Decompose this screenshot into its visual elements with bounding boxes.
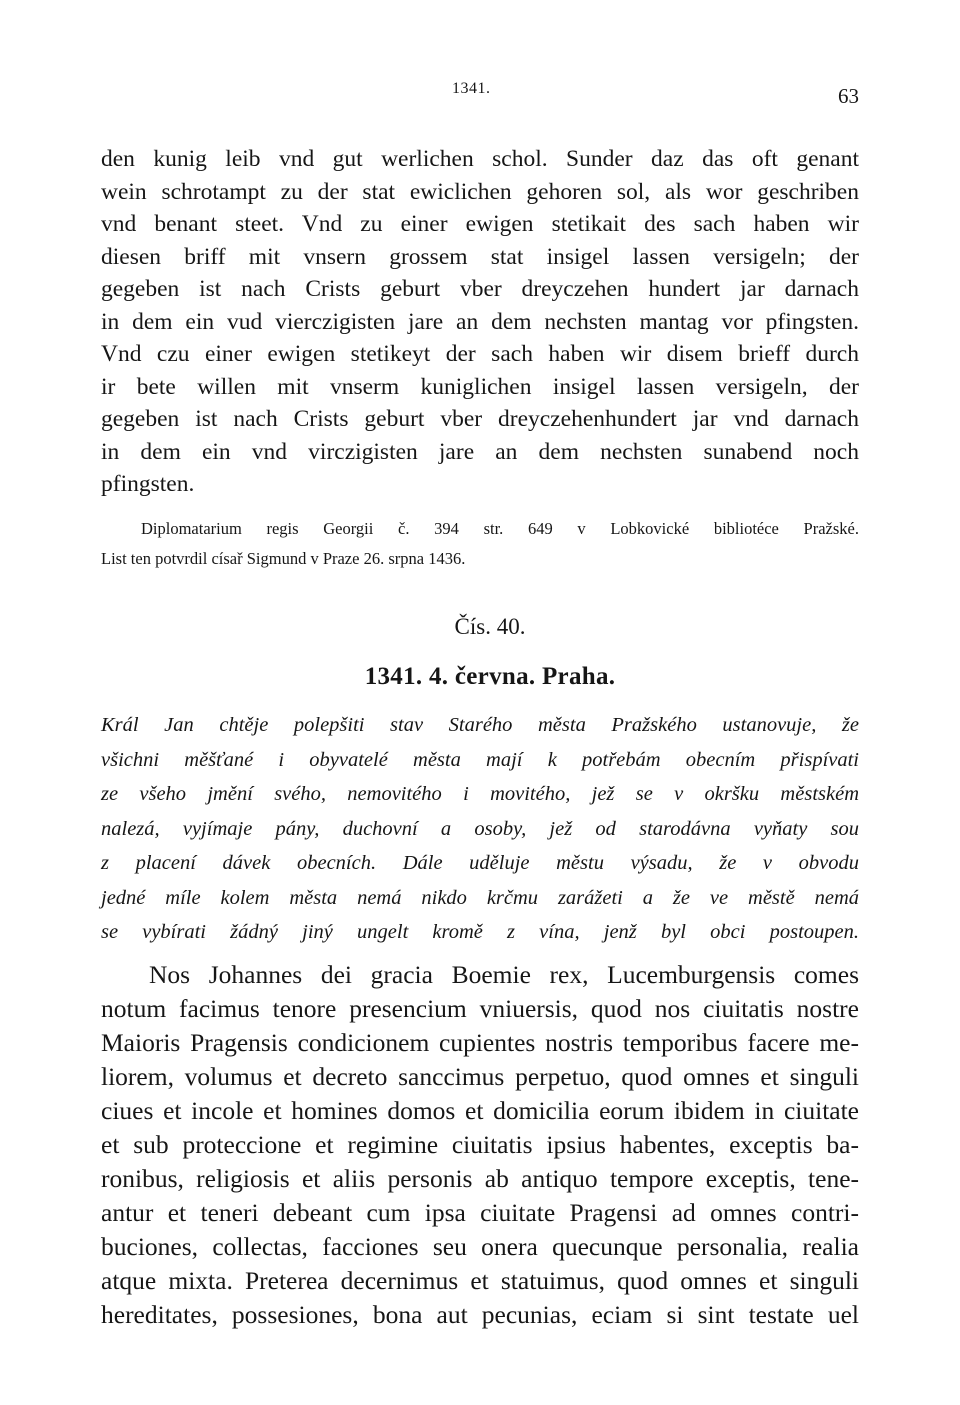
- text-line: atque mixta. Preterea decernimus et statuimus, quod omnes et singuli: [101, 1266, 859, 1295]
- text-line: den kunig leib vnd gut werlichen schol. Sunder daz das oft genant: [101, 146, 859, 172]
- text-line: antur et teneri debeant cum ipsa ciuitate Pragensi ad omnes contri-: [101, 1198, 859, 1227]
- text-line: ir bete willen mit vnserm kuniglichen insigel lassen versigeln, der: [101, 373, 859, 400]
- text-line: pfingsten.: [101, 471, 195, 497]
- text-line: gegeben ist nach Crists geburt vber dreyczehen hundert jar darnach: [101, 276, 859, 302]
- document-date-heading: 1341. 4. června. Praha.: [364, 663, 616, 690]
- source-note-line: Diplomatarium regis Georgii č. 394 str. 649 v Lobkovické bibliotéce Pražské.: [141, 519, 859, 538]
- text-line: ronibus, religiosis et aliis personis ab antiquo tempore exceptis, tene-: [101, 1164, 859, 1193]
- summary-line: se vybírati žádný jiný ungelt kromě z vína, jenž byl obci postoupen.: [101, 921, 859, 943]
- text-line: gegeben ist nach Crists geburt vber dreyczehenhundert jar vnd darnach: [101, 406, 859, 432]
- german-charter-text: [101, 143, 859, 501]
- text-line: liorem, volumus et decreto sanccimus perpetuo, quod omnes et singuli: [101, 1062, 859, 1091]
- text-line: Nos Johannes dei gracia Boemie rex, Lucemburgensis comes: [149, 960, 859, 989]
- text-line: buciones, collectas, facciones seu onera quecunque personalia, realia: [101, 1232, 859, 1261]
- summary-line: ze všeho jmění svého, nemovitého i movitého, jež se v okršku městském: [101, 783, 859, 805]
- summary-line: jedné míle kolem města nemá nikdo krčmu zarážeti a že ve městě nemá: [101, 886, 859, 909]
- text-line: et sub proteccione et regimine ciuitatis ipsius habentes, exceptis ba-: [101, 1130, 859, 1159]
- summary-line: z placení dávek obecních. Dále uděluje městu výsadu, že v obvodu: [101, 852, 859, 874]
- running-head-year: 1341.: [452, 80, 491, 97]
- book-page: [101, 0, 859, 1405]
- text-line: hereditates, possesiones, bona aut pecunias, eciam si sint testate uel: [101, 1300, 859, 1329]
- summary-line: nalezá, vyjímaje pány, duchovní a osoby, jež od starodávna vyňaty sou: [101, 817, 859, 840]
- summary-line: všichni měšťané i obyvatelé města mají k potřebám obecním přispívati: [101, 748, 859, 771]
- running-head: [101, 80, 859, 110]
- document-number: Čís. 40.: [454, 614, 526, 639]
- text-line: in dem ein vnd virczigisten jare an dem nechsten sunabend noch: [101, 438, 859, 465]
- latin-charter-text: [101, 958, 859, 1332]
- text-line: wein schrotampt zu der stat ewiclichen gehoren sol, als wor geschriben: [101, 178, 859, 205]
- czech-summary: [101, 708, 859, 950]
- text-line: vnd benant steet. Vnd zu einer ewigen stetikait des sach haben wir: [101, 211, 859, 237]
- source-note: [101, 514, 859, 574]
- source-note-line: List ten potvrdil císař Sigmund v Praze 26. srpna 1436.: [101, 549, 466, 568]
- text-line: in dem ein vud vierczigisten jare an dem nechsten mantag vor pfingsten.: [101, 308, 859, 335]
- text-line: notum facimus tenore presencium vniuersis, quod nos ciuitatis nostre: [101, 994, 859, 1023]
- text-line: ciues et incole et homines domos et domicilia eorum ibidem in ciuitate: [101, 1096, 859, 1125]
- text-line: diesen briff mit vnsern grossem stat insigel lassen versigeln; der: [101, 243, 859, 270]
- page-number: 63: [838, 84, 859, 108]
- text-line: Maioris Pragensis condicionem cupientes nostris temporibus facere me-: [101, 1028, 859, 1057]
- text-line: Vnd czu einer ewigen stetikeyt der sach haben wir disem brieff durch: [101, 341, 859, 367]
- summary-line: Král Jan chtěje polepšiti stav Starého města Pražského ustanovuje, že: [101, 714, 859, 736]
